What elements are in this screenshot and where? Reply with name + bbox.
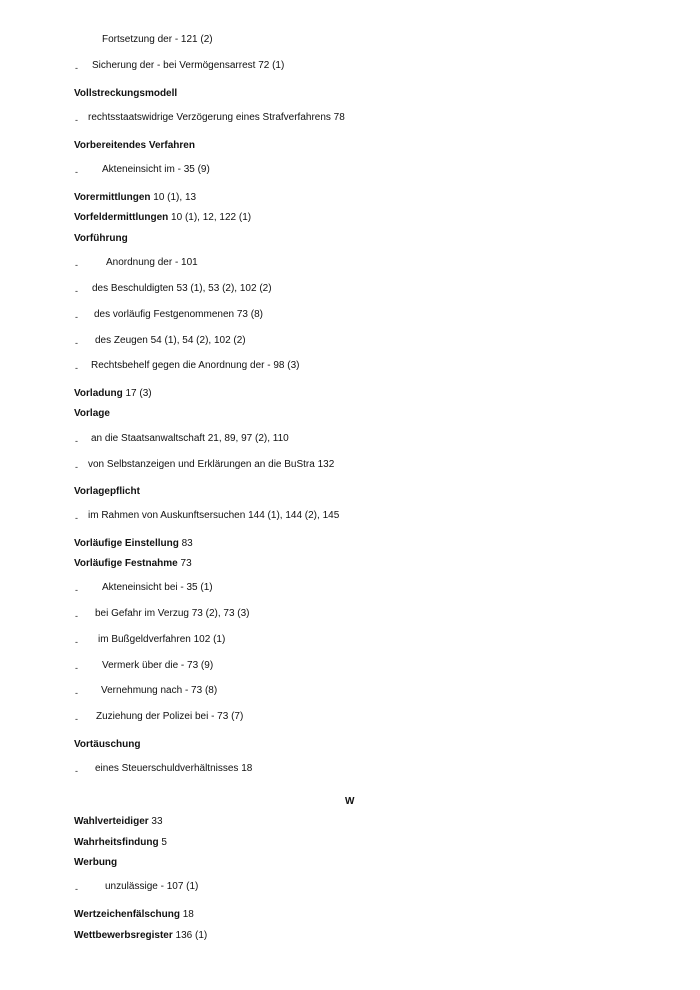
dash-marker: - <box>75 260 78 270</box>
dash-marker: - <box>75 312 78 322</box>
index-heading: Werbung <box>74 857 118 868</box>
dash-marker: - <box>75 663 78 673</box>
index-heading: Vorlagepflicht <box>74 486 140 497</box>
dash-marker: - <box>75 115 78 125</box>
dash-marker: - <box>75 286 78 296</box>
dash-marker: - <box>75 884 78 894</box>
index-subentry: bei Gefahr im Verzug 73 (2), 73 (3) <box>95 608 250 619</box>
index-heading: Vorläufige Einstellung 83 <box>74 538 193 549</box>
dash-marker: - <box>75 585 78 595</box>
index-heading: Vollstreckungsmodell <box>74 88 178 99</box>
index-heading: Vorladung 17 (3) <box>74 388 152 399</box>
dash-marker: - <box>75 688 78 698</box>
dash-marker: - <box>75 338 78 348</box>
index-heading: Vorlage <box>74 408 110 419</box>
index-subentry: Vernehmung nach - 73 (8) <box>101 685 218 696</box>
index-heading: Vorermittlungen 10 (1), 13 <box>74 192 197 203</box>
index-heading: Vorfeldermittlungen 10 (1), 12, 122 (1) <box>74 212 252 223</box>
index-subentry: Rechtsbehelf gegen die Anordnung der - 98 (3) <box>91 360 300 371</box>
index-heading: Vorläufige Festnahme 73 <box>74 558 192 569</box>
dash-marker: - <box>75 167 78 177</box>
index-subentry: des Beschuldigten 53 (1), 53 (2), 102 (2) <box>92 283 272 294</box>
index-subentry: Vermerk über die - 73 (9) <box>102 660 214 671</box>
index-subentry: Zuziehung der Polizei bei - 73 (7) <box>96 711 244 722</box>
index-subentry: im Rahmen von Auskunftsersuchen 144 (1), 144 (2), 145 <box>88 510 340 521</box>
index-subentry: rechtsstaatswidrige Verzögerung eines Strafverfahrens 78 <box>88 112 345 123</box>
dash-marker: - <box>75 363 78 373</box>
index-subentry: Akteneinsicht bei - 35 (1) <box>102 582 213 593</box>
index-subentry: Anordnung der - 101 <box>106 257 198 268</box>
index-heading: Wahlverteidiger 33 <box>74 816 163 827</box>
dash-marker: - <box>75 63 78 73</box>
index-subentry: Fortsetzung der - 121 (2) <box>102 34 213 45</box>
index-heading: Wertzeichenfälschung 18 <box>74 909 194 920</box>
index-heading: Wettbewerbsregister 136 (1) <box>74 930 208 941</box>
index-heading: Wahrheitsfindung 5 <box>74 837 167 848</box>
index-subentry: des Zeugen 54 (1), 54 (2), 102 (2) <box>95 335 246 346</box>
dash-marker: - <box>75 513 78 523</box>
index-subentry: Sicherung der - bei Vermögensarrest 72 (1) <box>92 60 285 71</box>
index-subentry: unzulässige - 107 (1) <box>105 881 199 892</box>
index-heading: Vorbereitendes Verfahren <box>74 140 195 151</box>
dash-marker: - <box>75 436 78 446</box>
index-subentry: im Bußgeldverfahren 102 (1) <box>98 634 226 645</box>
index-subentry: an die Staatsanwaltschaft 21, 89, 97 (2), 110 <box>91 433 289 444</box>
index-subentry: Akteneinsicht im - 35 (9) <box>102 164 210 175</box>
dash-marker: - <box>75 462 78 472</box>
index-heading: Vorführung <box>74 233 128 244</box>
section-letter: W <box>345 796 355 807</box>
dash-marker: - <box>75 766 78 776</box>
index-subentry: des vorläufig Festgenommenen 73 (8) <box>94 309 263 320</box>
index-subentry: von Selbstanzeigen und Erklärungen an die BuStra 132 <box>88 459 335 470</box>
dash-marker: - <box>75 714 78 724</box>
index-heading: Vortäuschung <box>74 739 141 750</box>
dash-marker: - <box>75 611 78 621</box>
dash-marker: - <box>75 637 78 647</box>
index-subentry: eines Steuerschuldverhältnisses 18 <box>95 763 253 774</box>
